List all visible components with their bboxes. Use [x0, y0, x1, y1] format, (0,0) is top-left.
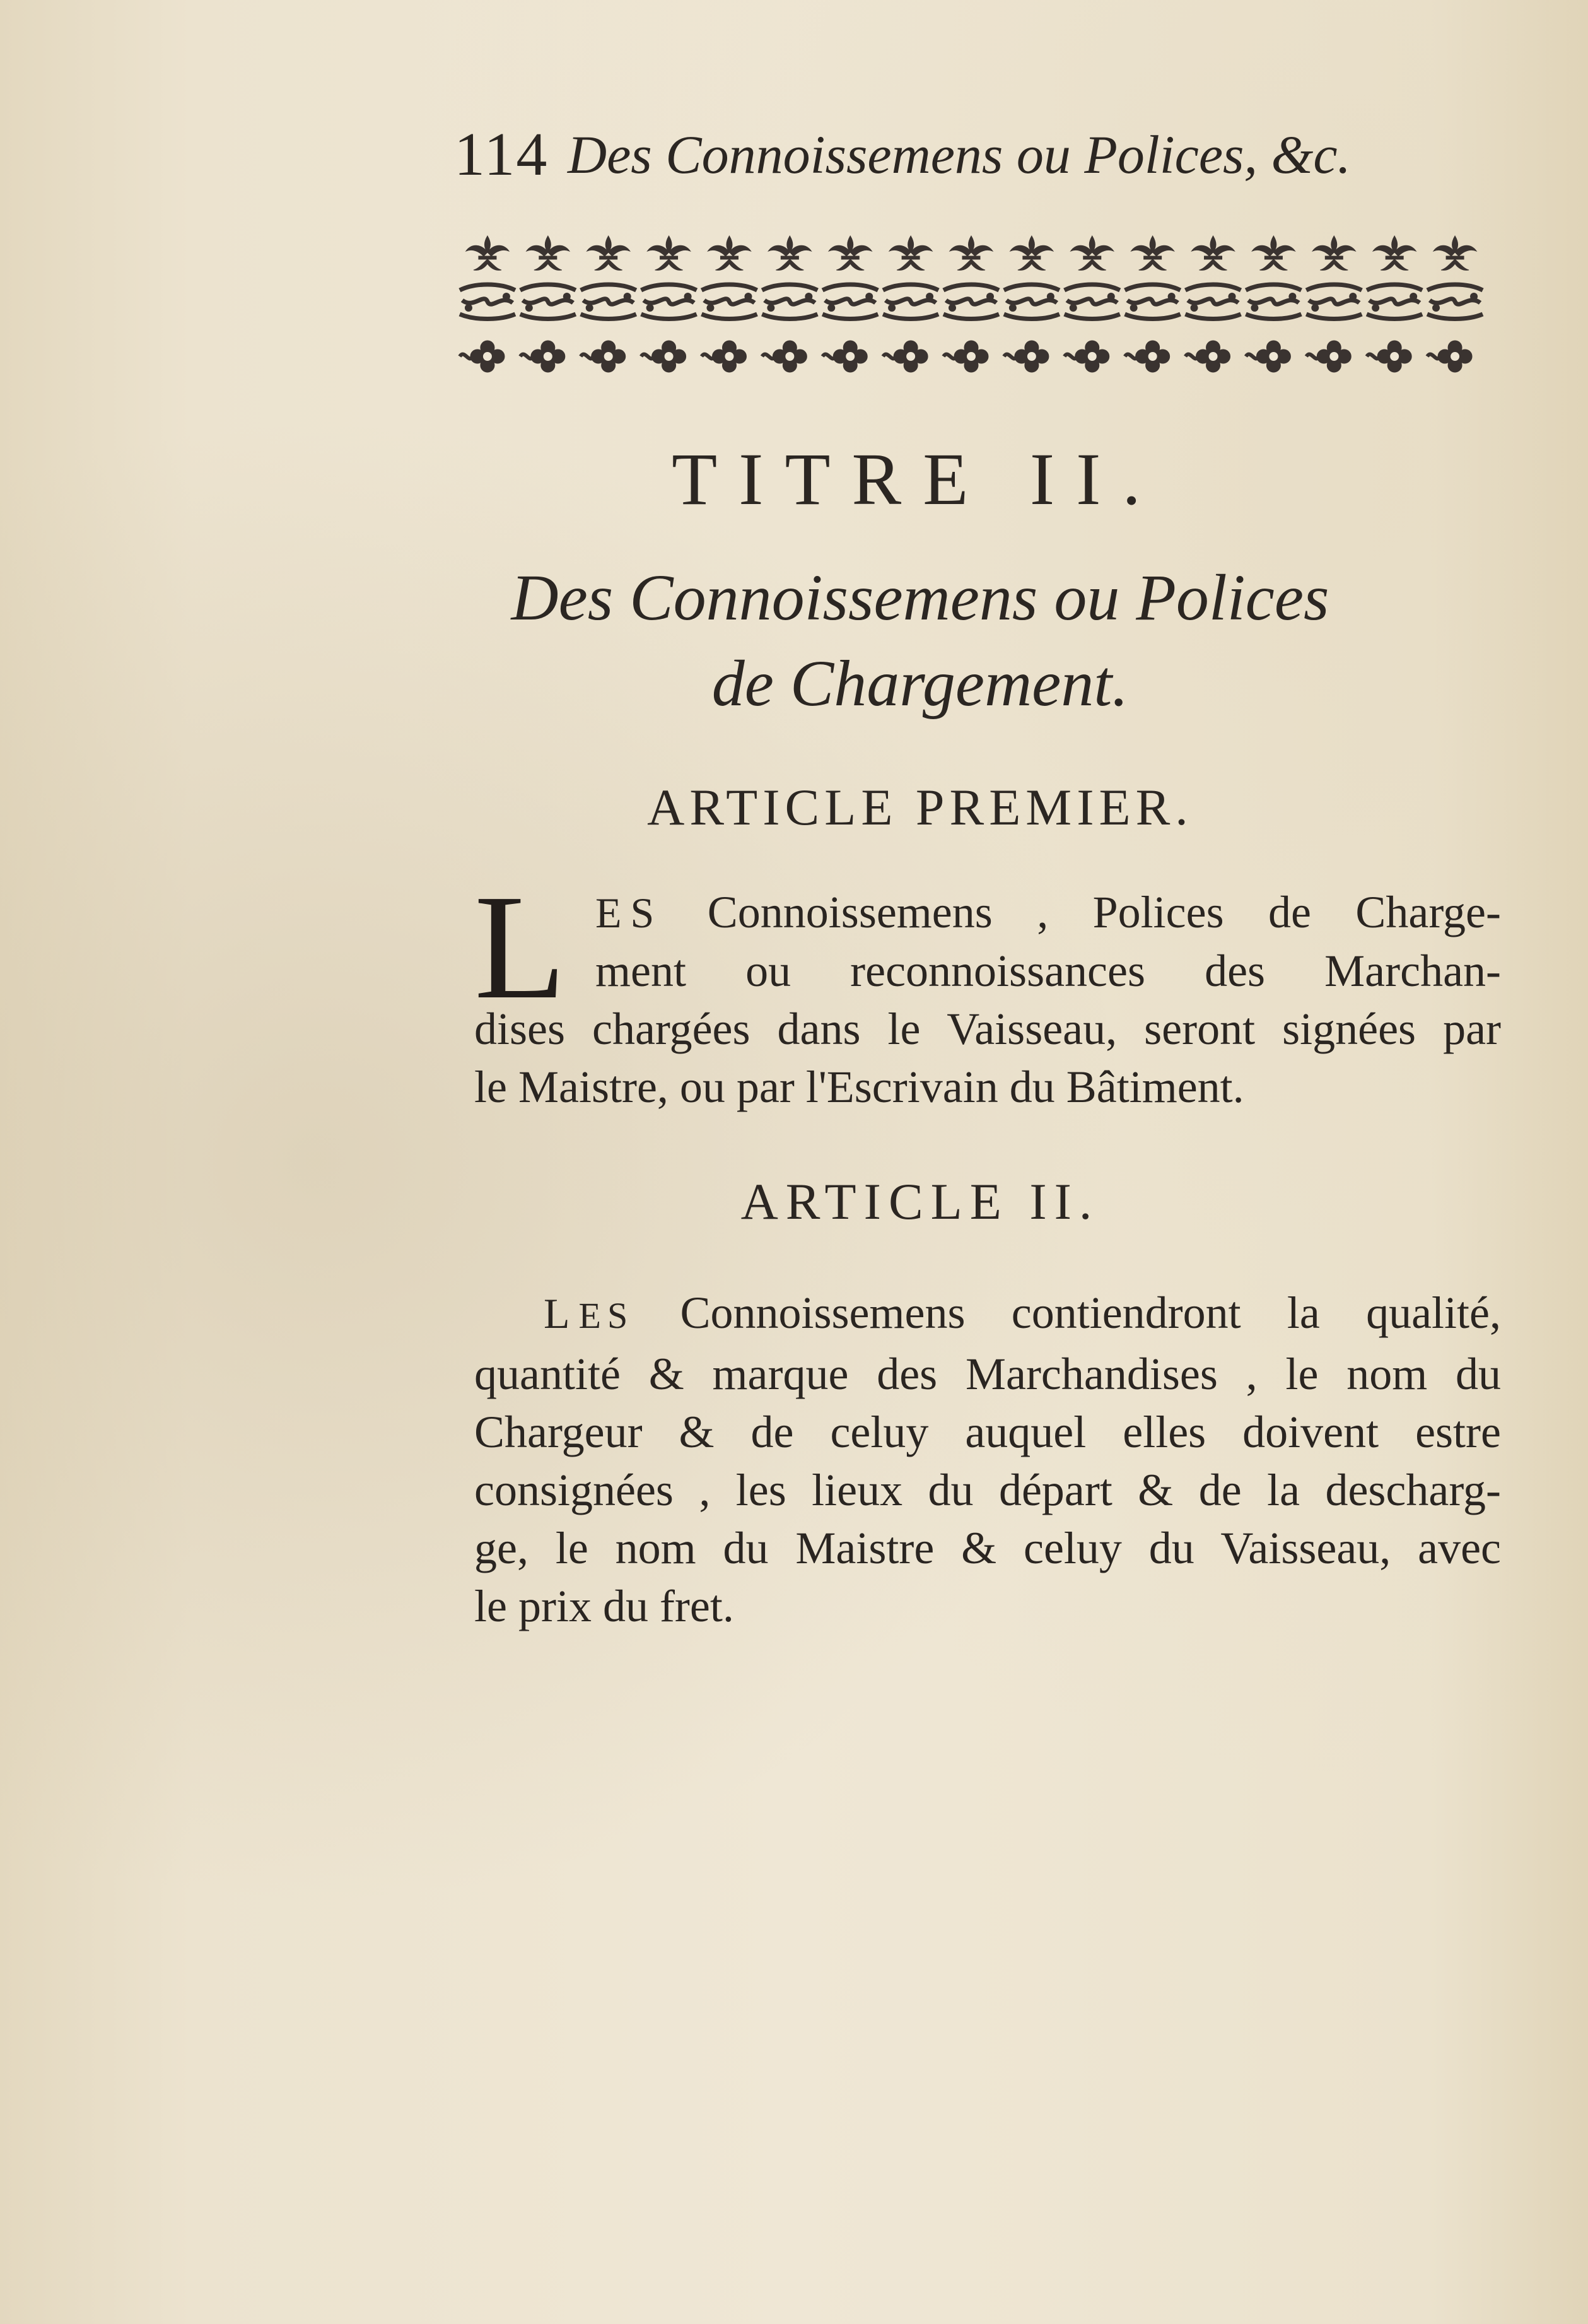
running-title: Des Connoissemens ou Polices, &c.: [568, 124, 1352, 185]
fleuron-middle-unit: [1186, 285, 1241, 319]
article-2-lead-rest: ES: [578, 1295, 634, 1336]
fleuron-middle-unit: [822, 285, 878, 319]
fleuron-middle-unit: [1427, 285, 1483, 319]
ornament-row-bottom: [460, 341, 1472, 372]
fleuron-top-unit: [648, 236, 691, 270]
fleuron-bottom-unit: [822, 341, 867, 372]
fleuron-middle-unit: [1246, 285, 1301, 319]
fleuron-top-unit: [950, 236, 993, 270]
fleuron-top-unit: [587, 236, 630, 270]
fleuron-bottom-unit: [1367, 341, 1411, 372]
fleuron-top-unit: [527, 236, 569, 270]
fleuron-middle-unit: [1004, 285, 1060, 319]
fleuron-middle-unit: [943, 285, 999, 319]
fleuron-bottom-unit: [520, 341, 565, 372]
fleuron-top-unit: [768, 236, 811, 270]
fleuron-top-unit: [1071, 236, 1114, 270]
fleuron-top-unit: [1433, 236, 1476, 270]
fleuron-middle-unit: [883, 285, 938, 319]
article-1-text: [474, 864, 1501, 1116]
fleuron-middle-unit: [1306, 285, 1362, 319]
fleuron-top-unit: [1192, 236, 1235, 270]
ornament-row-middle: [460, 285, 1483, 319]
page-number: 114: [454, 120, 549, 189]
article-2-lead-first: L: [544, 1289, 579, 1337]
subtitle-line-2: de Chargement.: [711, 647, 1129, 720]
fleuron-top-unit: [1312, 236, 1355, 270]
section-subtitle: [0, 555, 1588, 727]
fleuron-top-unit: [889, 236, 932, 270]
fleuron-bottom-unit: [641, 341, 686, 372]
article-2-text: [474, 1284, 1501, 1635]
fleuron-bottom-unit: [1004, 341, 1049, 372]
fleuron-middle-unit: [581, 285, 636, 319]
fleuron-top-unit: [466, 236, 509, 270]
fleuron-middle-unit: [641, 285, 697, 319]
drop-cap: L: [474, 864, 566, 1030]
article-2-line-2: quantité & marque des Marchandises , le nom du: [474, 1349, 1501, 1399]
article-1-line-3: dises chargées dans le Vaisseau, seront signées par: [474, 1004, 1501, 1054]
fleuron-bottom-unit: [883, 341, 928, 372]
fleuron-bottom-unit: [1065, 341, 1109, 372]
fleuron-middle-unit: [701, 285, 757, 319]
fleuron-band-ornament: [457, 227, 1485, 385]
article-1-heading: ARTICLE PREMIER.: [647, 778, 1193, 836]
fleuron-bottom-unit: [1427, 341, 1472, 372]
fleuron-top-unit: [1252, 236, 1295, 270]
fleuron-bottom-unit: [581, 341, 626, 372]
article-1-lead: ES: [595, 889, 663, 937]
fleuron-top-unit: [1131, 236, 1174, 270]
fleuron-bottom-unit: [1125, 341, 1170, 372]
fleuron-bottom-unit: [943, 341, 988, 372]
ornament-row-top: [466, 236, 1476, 270]
article-2-line-5: ge, le nom du Maistre & celuy du Vaisseau, avec: [474, 1523, 1501, 1573]
fleuron-bottom-unit: [762, 341, 807, 372]
fleuron-top-unit: [708, 236, 750, 270]
subtitle-line-1: Des Connoissemens ou Polices: [511, 561, 1329, 634]
article-2-line-3: Chargeur & de celuy auquel elles doivent estre: [474, 1407, 1501, 1457]
article-1-line-4: le Maistre, ou par l'Escrivain du Bâtiment.: [474, 1062, 1244, 1112]
section-title: TITRE II.: [672, 438, 1162, 520]
article-1-line-1: ES Connoissemens , Polices de Charge-: [595, 887, 1501, 937]
fleuron-bottom-unit: [460, 341, 505, 372]
article-2-line-6: le prix du fret.: [474, 1581, 734, 1631]
fleuron-top-unit: [1010, 236, 1053, 270]
fleuron-middle-unit: [762, 285, 817, 319]
fleuron-middle-unit: [1065, 285, 1120, 319]
article-2-heading: ARTICLE II.: [740, 1173, 1100, 1230]
fleuron-middle-unit: [1125, 285, 1181, 319]
article-2-line-4: consignées , les lieux du départ & de la descharg-: [474, 1465, 1501, 1515]
fleuron-bottom-unit: [1246, 341, 1290, 372]
fleuron-middle-unit: [1367, 285, 1422, 319]
article-1-line-2: ment ou reconnoissances des Marchan-: [595, 946, 1501, 996]
fleuron-top-unit: [829, 236, 872, 270]
fleuron-middle-unit: [460, 285, 515, 319]
running-head: [454, 117, 1413, 192]
fleuron-bottom-unit: [1186, 341, 1230, 372]
article-2-line-1: LES Connoissemens contiendront la qualité,: [544, 1288, 1502, 1338]
fleuron-top-unit: [1373, 236, 1416, 270]
fleuron-middle-unit: [520, 285, 576, 319]
fleuron-bottom-unit: [701, 341, 746, 372]
fleuron-bottom-unit: [1306, 341, 1351, 372]
